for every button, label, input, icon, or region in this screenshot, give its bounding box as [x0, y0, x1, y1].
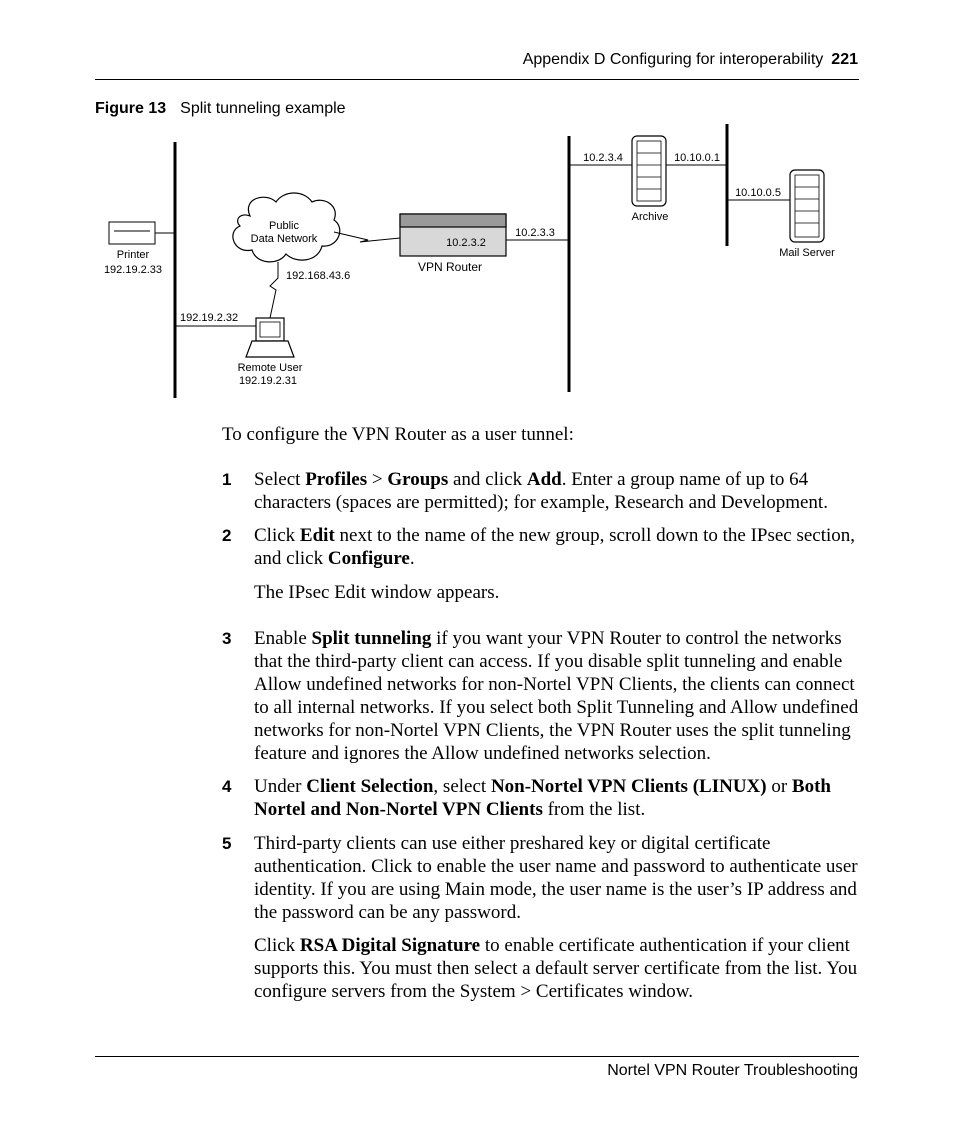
figure-label: Figure 13: [95, 100, 167, 117]
cloud-label-line1: Public: [269, 220, 299, 232]
bold-term: Non-Nortel VPN Clients (LINUX): [490, 776, 767, 797]
text-run: next to the name of the new group, scroll down to the IPsec section, and click: [254, 525, 856, 569]
footer-rule: [95, 1056, 859, 1057]
cloud-label-line2: Data Network: [250, 233, 318, 245]
text-run: and click: [448, 469, 527, 490]
printer-icon: [109, 222, 155, 244]
step-5-followup: [254, 934, 864, 1003]
bold-term: Client Selection: [306, 776, 434, 797]
text-run: to enable certificate authentication if your client supports this. You must then select a default server certificate from the list. You configure servers from the System > Certificates window.: [254, 935, 858, 1002]
text-run: .: [409, 548, 415, 569]
bold-term: Profiles: [305, 469, 368, 490]
printer-label: Printer: [116, 249, 150, 261]
remote-user-ip: 192.19.2.31: [238, 375, 298, 387]
archive-left-ip: 10.2.3.4: [583, 152, 623, 164]
step-4-number: 4: [222, 777, 232, 796]
text-run: from the list.: [542, 799, 646, 820]
text-run: Enable: [254, 628, 312, 649]
text-run: Click: [254, 525, 300, 546]
bold-term: Configure: [327, 548, 410, 569]
step-2-followup: The IPsec Edit window appears.: [254, 582, 500, 603]
text-run: , select: [433, 776, 491, 797]
step-3-number: 3: [222, 629, 232, 648]
step-1-number: 1: [222, 470, 232, 489]
archive-right-ip: 10.10.0.1: [674, 152, 720, 164]
mail-server-ip: 10.10.0.5: [735, 187, 781, 199]
intro-text: To configure the VPN Router as a user tunnel:: [222, 424, 574, 445]
step-4-text: [254, 775, 864, 821]
text-run: Select: [254, 469, 306, 490]
step-3-text: [254, 627, 864, 765]
figure-title: Split tunneling example: [180, 100, 346, 117]
lan-ip: 192.19.2.32: [180, 312, 239, 324]
step-5-text: [254, 832, 864, 924]
bold-term: Edit: [299, 525, 335, 546]
router-public-ip: 10.2.3.2: [446, 237, 486, 249]
wan-link-zigzag: [334, 232, 400, 242]
dialup-ip: 192.168.43.6: [286, 270, 351, 282]
text-run: >: [367, 469, 388, 490]
text-run: Third-party clients can use either preshared key or digital certificate authentication. Click to enable the user name and password to authenticate user identity. If you are using Main mode, the user name is the user’s IP address and the password can be any password.: [254, 833, 858, 923]
step-1-text: [254, 468, 864, 514]
mail-server-label: Mail Server: [779, 247, 835, 259]
text-run: Under: [254, 776, 307, 797]
text-run: . Enter a group name of up to 64 characters (spaces are permitted); for example, Research and Development.: [254, 469, 828, 513]
mail-server-icon: [790, 170, 824, 242]
bold-term: Groups: [387, 469, 449, 490]
laptop-icon: [246, 318, 294, 357]
split-tunneling-diagram: [0, 0, 954, 410]
text-run: or: [766, 776, 792, 797]
router-private-ip: 10.2.3.3: [515, 227, 555, 239]
step-5-number: 5: [222, 834, 232, 853]
archive-server-icon: [632, 136, 666, 206]
bold-term: Split tunneling: [311, 628, 432, 649]
page-footer: Nortel VPN Router Troubleshooting: [607, 1062, 858, 1079]
vpn-router-label: VPN Router: [417, 260, 483, 274]
printer-ip: 192.19.2.33: [103, 264, 163, 276]
step-2-number: 2: [222, 526, 232, 545]
text-run: if you want your VPN Router to control the networks that the third-party client can access. If you disable split tunneling and enable Allow undefined networks for non-Nortel VPN Clients, the clients can connect to all internal networks. If you select both Split Tunneling and Allow undefined networks for non-Nortel VPN Clients, the VPN Router uses the split tunneling feature and ignores the Allow undefined networks selection.: [254, 628, 859, 764]
header-section: Appendix D Configuring for interoperability: [522, 51, 824, 68]
text-run: Click: [254, 935, 300, 956]
vpn-router-icon: [400, 214, 506, 256]
dialup-link-zigzag: [270, 262, 278, 318]
remote-user-label: Remote User: [237, 362, 303, 374]
step-2-text: [254, 524, 864, 570]
bold-term: Add: [526, 469, 562, 490]
archive-label: Archive: [631, 211, 669, 223]
bold-term: Both Nortel and Non-Nortel VPN Clients: [254, 776, 831, 820]
bold-term: RSA Digital Signature: [299, 935, 481, 956]
page-number: 221: [831, 51, 858, 68]
